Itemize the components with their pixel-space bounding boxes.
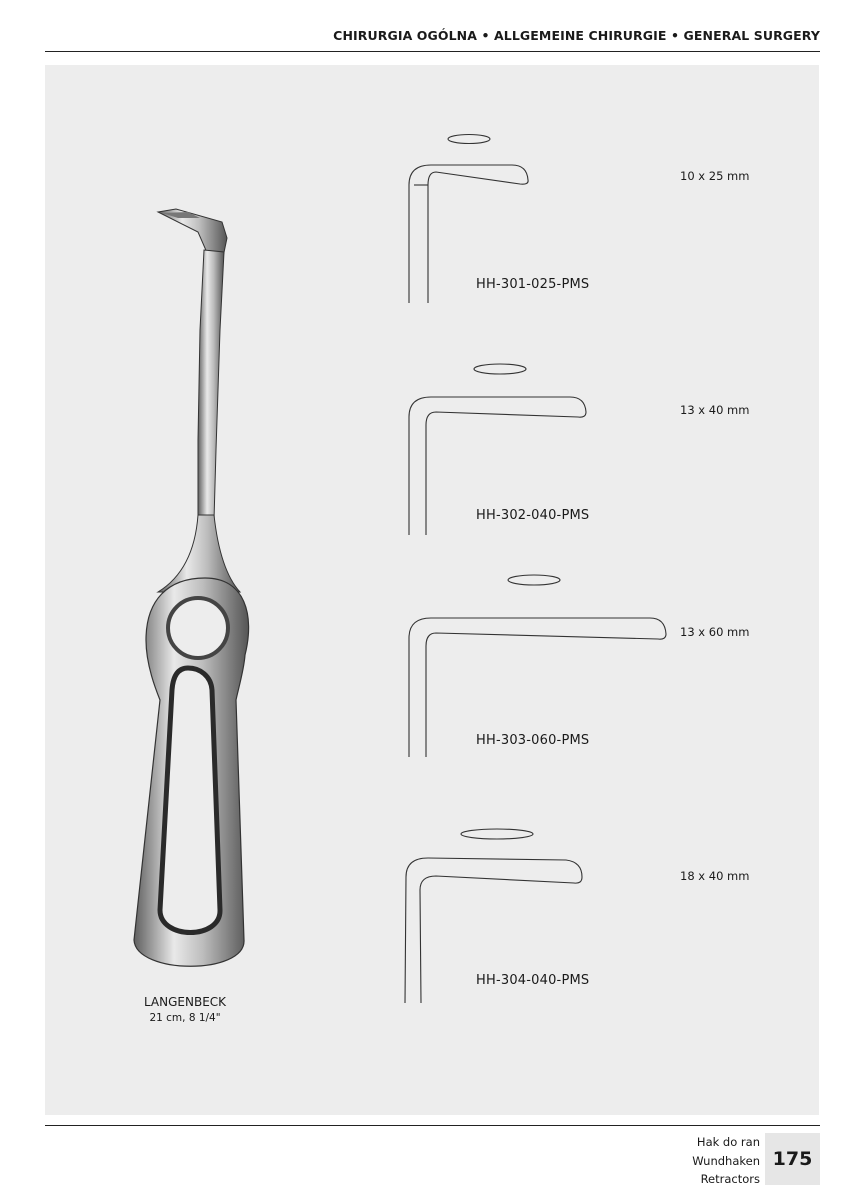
product-code-3: HH-303-060-PMS	[476, 733, 590, 748]
footer-label-english: Retractors	[700, 1172, 760, 1186]
size-label-3: 13 x 60 mm	[680, 625, 750, 639]
size-label-1: 10 x 25 mm	[680, 169, 750, 183]
langenbeck-retractor-illustration	[134, 209, 249, 966]
instrument-name: LANGENBECK	[143, 995, 227, 1009]
instrument-dimensions: 21 cm, 8 1/4"	[149, 1012, 221, 1024]
size-label-4: 18 x 40 mm	[680, 869, 750, 883]
retractor-drawing-3	[409, 575, 666, 757]
section-header: CHIRURGIA OGÓLNA • ALLGEMEINE CHIRURGIE • GENERAL SURGERY	[333, 28, 820, 43]
product-code-2: HH-302-040-PMS	[476, 508, 590, 523]
footer-category-labels	[692, 1133, 760, 1189]
page-number: 175	[765, 1133, 820, 1185]
footer-rule	[45, 1125, 820, 1126]
product-code-4: HH-304-040-PMS	[476, 973, 590, 988]
product-code-1: HH-301-025-PMS	[476, 277, 590, 292]
footer-label-polish: Hak do ran	[696, 1135, 760, 1149]
footer-label-german: Wundhaken	[692, 1153, 760, 1168]
size-label-2: 13 x 40 mm	[680, 403, 750, 417]
